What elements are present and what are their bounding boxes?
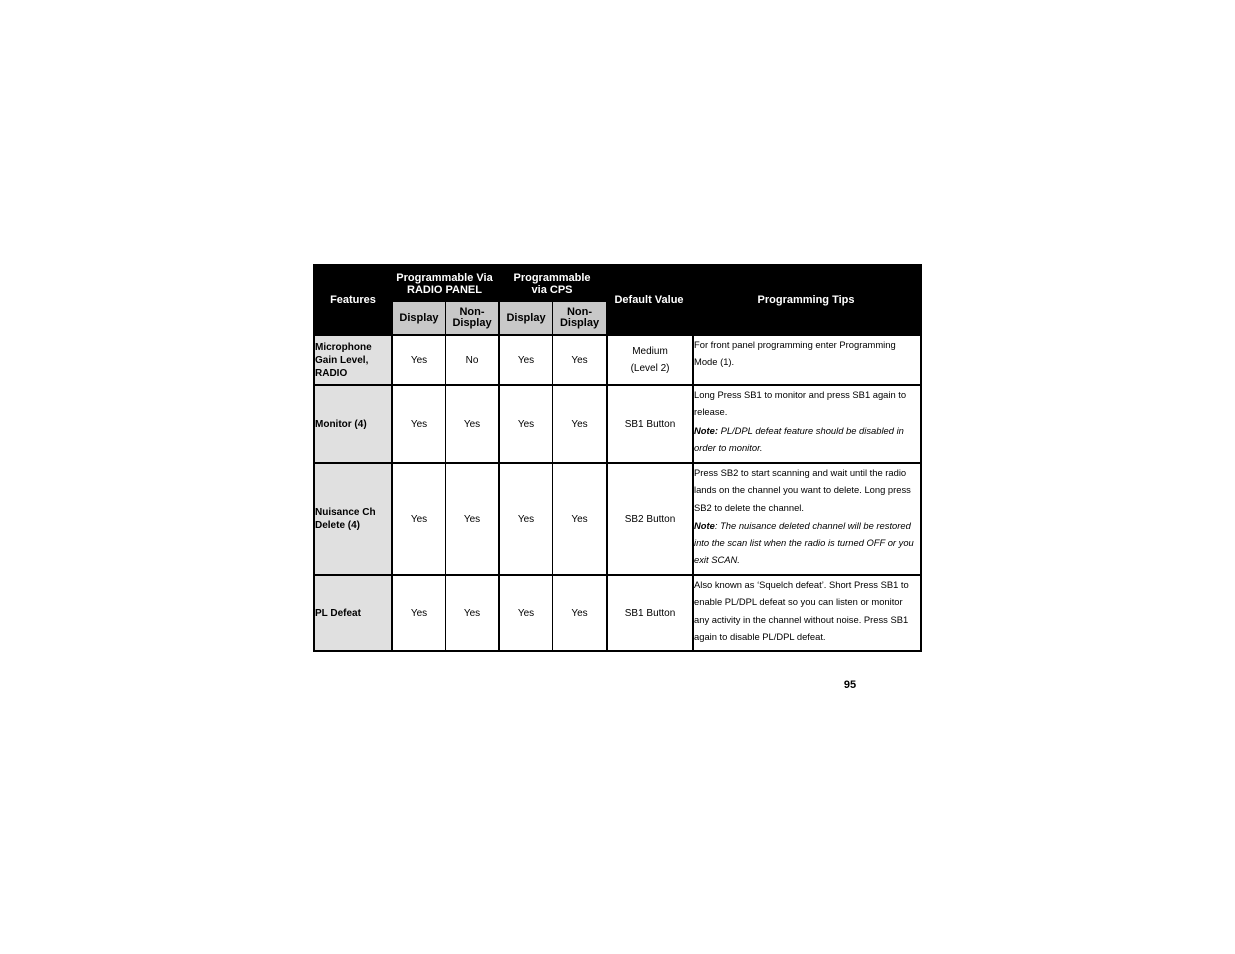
cps-display-value: Yes [498,574,552,650]
header-cps: Programmable via CPS [498,266,606,302]
rp-non-display-value: Yes [445,574,498,650]
default-value [606,334,692,384]
rp-display-value: Yes [391,384,445,462]
rp-display-value: Yes [391,334,445,384]
table-row [315,334,920,384]
programming-tip [692,462,920,574]
cps-display-value: Yes [498,384,552,462]
rp-non-display-value: Yes [445,462,498,574]
default-value-line1: Medium [632,346,668,357]
feature-name: Microphone Gain Level, RADIO [315,334,391,384]
table-row [315,384,920,462]
note-text: PL/DPL defeat feature should be disabled in order to monitor. [694,424,904,453]
rp-display-value: Yes [391,574,445,650]
feature-name: Monitor (4) [315,384,391,462]
default-value-line2: (Level 2) [630,363,670,374]
note-label: Note [694,519,715,531]
header-radio-panel: Programmable Via RADIO PANEL [391,266,498,302]
default-value: SB1 Button [606,384,692,462]
header-rp-display: Display [391,302,445,334]
cps-display-value: Yes [498,334,552,384]
cps-non-display-value: Yes [552,334,606,384]
table-row [315,574,920,650]
header-cps-display: Display [498,302,552,334]
header-programming-tips: Programming Tips [692,266,920,334]
default-value: SB2 Button [606,462,692,574]
feature-table [313,264,922,652]
rp-display-value: Yes [391,462,445,574]
cps-non-display-value: Yes [552,574,606,650]
note-label: Note: [694,424,718,436]
rp-non-display-value: No [445,334,498,384]
cps-non-display-value: Yes [552,384,606,462]
header-default-value: Default Value [606,266,692,334]
tip-text: Long Press SB1 to monitor and press SB1 again to release. [694,389,907,418]
page-number: 95 [843,679,857,691]
cps-non-display-value: Yes [552,462,606,574]
note-text: : The nuisance deleted channel will be restored into the scan list when the radio is turned OFF or you exit SCAN. [694,519,914,566]
table-row [315,462,920,574]
header-cps-non-display: Non-Display [552,302,606,334]
tip-text: Press SB2 to start scanning and wait until the radio lands on the channel you want to delete. Long press SB2 to delete the channel. [694,467,911,513]
tip-text: For front panel programming enter Programming Mode (1). [694,339,896,368]
rp-non-display-value: Yes [445,384,498,462]
feature-name: PL Defeat [315,574,391,650]
tip-text: Also known as ‘Squelch defeat’. Short Press SB1 to enable PL/DPL defeat so you can listen or monitor any activity in the channel without noise. Press SB1 again to disable PL/DPL defeat. [694,579,909,642]
programming-tip [692,334,920,384]
feature-name: Nuisance Ch Delete (4) [315,462,391,574]
header-rp-non-display: Non-Display [445,302,498,334]
header-features: Features [315,266,391,334]
default-value: SB1 Button [606,574,692,650]
programming-tip [692,384,920,462]
programming-tip [692,574,920,650]
cps-display-value: Yes [498,462,552,574]
